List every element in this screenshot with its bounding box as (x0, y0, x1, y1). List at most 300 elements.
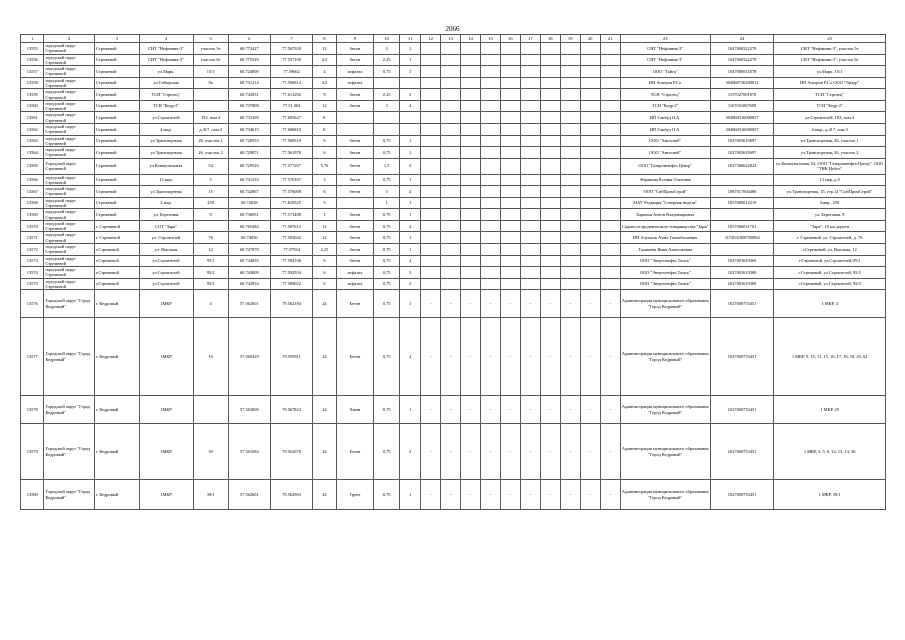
table-cell: СОТ "Заря" (139, 220, 193, 232)
table-row (21, 186, 886, 198)
table-cell (500, 209, 520, 221)
table-cell (540, 54, 560, 66)
table-cell: бетон (336, 147, 374, 159)
table-cell: 1 (400, 290, 421, 318)
header-cell: 15 (480, 35, 500, 43)
table-cell: 1 (374, 197, 400, 209)
table-cell: 13580 (21, 480, 44, 510)
table-cell: г. Кедровый (94, 318, 139, 396)
header-cell: 24 (710, 35, 773, 43)
table-cell (540, 66, 560, 78)
table-cell (540, 147, 560, 159)
table-cell: Администрация муниципального образования "Город Кедровый" (620, 424, 710, 480)
table-cell: 24 (313, 480, 336, 510)
table-cell (421, 209, 441, 221)
table-cell: 1027001619369 (710, 255, 773, 267)
table-cell: бетон (336, 255, 374, 267)
table-cell: городской округ Стрежевой (44, 135, 94, 147)
table-cell: 0,75 (374, 66, 400, 78)
table-cell: 77.606810 (270, 123, 312, 135)
table-cell (500, 123, 520, 135)
table-cell (500, 244, 520, 256)
table-cell: ООО "СибПромСтрой" (620, 186, 710, 198)
header-cell: 1 (21, 35, 44, 43)
table-cell: г. Стрежевой (94, 232, 139, 244)
table-cell (461, 54, 481, 66)
table-cell (336, 112, 374, 124)
table-cell: ул.Транспортная (139, 147, 193, 159)
table-cell: ИП Аскеров Р.Г.о (620, 77, 710, 89)
table-cell (480, 135, 500, 147)
table-cell: 0,75 (374, 209, 400, 221)
table-cell: 77.577267 (270, 158, 312, 174)
table-cell (540, 267, 560, 279)
table-cell: 79.562184 (270, 290, 312, 318)
table-cell: Талашева Инна Анатольевна (620, 244, 710, 256)
table-cell (461, 89, 481, 101)
table-cell: - (461, 318, 481, 396)
table-row (21, 209, 886, 221)
table-cell: 13562 (21, 123, 44, 135)
table-cell (520, 186, 540, 198)
table-cell: г.Стрежевой, ул. Высокая, 12 (774, 244, 886, 256)
table-cell: 3 (400, 89, 421, 101)
table-cell (540, 232, 560, 244)
table-cell (480, 89, 500, 101)
table-cell: 3 (374, 43, 400, 55)
table-cell (580, 147, 600, 159)
table-cell: 60.736951 (228, 209, 270, 221)
table-cell: - (421, 480, 441, 510)
table-cell: Бетон (336, 318, 374, 396)
table-cell (500, 77, 520, 89)
table-cell (580, 267, 600, 279)
table-cell: 77.59662 (270, 66, 312, 78)
table-cell: Стрежевой (94, 135, 139, 147)
table-cell: - (500, 396, 520, 424)
table-cell: г.Стрежевой, ул.Строителей, 95/2 (774, 267, 886, 279)
table-cell: Стрежевой (94, 158, 139, 174)
table-cell (580, 197, 600, 209)
table-cell: г. Кедровый (94, 290, 139, 318)
table-cell: ТСН "Стрелец" (139, 89, 193, 101)
table-cell: 15 (193, 186, 228, 198)
table-cell: ООО "Тайга" (620, 66, 710, 78)
table-cell (540, 278, 560, 290)
table-cell: 4 (193, 290, 228, 318)
table-cell (520, 100, 540, 112)
table-cell (480, 220, 500, 232)
table-cell (480, 112, 500, 124)
table-cell: городской округ Стрежевой (44, 278, 94, 290)
table-cell: Стрежевой (94, 100, 139, 112)
table-cell: Стрежевой (94, 54, 139, 66)
table-cell: Бетон (336, 424, 374, 480)
table-cell: - (441, 396, 461, 424)
table-cell (600, 158, 620, 174)
table-cell: городской округ Стрежевой (44, 100, 94, 112)
table-cell: 5 (313, 197, 336, 209)
table-cell (710, 244, 773, 256)
table-cell: Стрежевой (94, 112, 139, 124)
table-cell (421, 197, 441, 209)
table-cell (441, 66, 461, 78)
table-cell: бетон (336, 135, 374, 147)
table-cell: 77.57934 (270, 244, 312, 256)
table-cell: городской округ Стрежевой (44, 66, 94, 78)
table-cell (710, 174, 773, 186)
table-cell: - (461, 290, 481, 318)
table-cell: 15/1 (193, 66, 228, 78)
table-cell: ул.Транспортная (139, 135, 193, 147)
table-row (21, 220, 886, 232)
table-row (21, 174, 886, 186)
table-cell: городской округ Стрежевой (44, 77, 94, 89)
table-cell: 60.737808 (228, 100, 270, 112)
table-cell: 60.775529 (228, 54, 270, 66)
table-cell: Стрежевой (94, 147, 139, 159)
table-cell: бетон (336, 100, 374, 112)
table-cell: 1 (400, 147, 421, 159)
table-cell: 6 (313, 278, 336, 290)
table-cell: городской округ Стрежевой (44, 220, 94, 232)
table-cell (600, 123, 620, 135)
table-cell: СНТ "Нефтяник-3", участок 5т (774, 43, 886, 55)
table-cell: 1 (400, 197, 421, 209)
table-cell: Городской округ Стрежевой (44, 158, 94, 174)
table-cell: городской округ Стрежевой (44, 186, 94, 198)
table-cell: ул.Коммунальная (139, 158, 193, 174)
table-cell (441, 112, 461, 124)
table-cell (580, 43, 600, 55)
table-cell (560, 100, 580, 112)
header-cell: 23 (620, 35, 710, 43)
table-cell: городской округ Стрежевой (44, 123, 94, 135)
table-cell: 1027000753451 (710, 424, 773, 480)
table-cell: 0,75 (374, 396, 400, 424)
table-cell: 12 (313, 43, 336, 55)
table-cell: - (480, 396, 500, 424)
table-cell (461, 77, 481, 89)
table-cell: городской округ Стрежевой (44, 255, 94, 267)
table-cell: городской округ Стрежевой (44, 147, 94, 159)
table-cell (441, 147, 461, 159)
table-cell: 77.592536 (270, 255, 312, 267)
table-cell: ТСН "Стрелец" (774, 89, 886, 101)
table-cell (560, 209, 580, 221)
table-cell (520, 147, 540, 159)
table-cell: 13577 (21, 318, 44, 396)
table-cell: городской округ Стрежевой (44, 244, 94, 256)
table-cell (540, 174, 560, 186)
table-cell: г. Кедровый (94, 424, 139, 480)
table-cell: 24 (313, 318, 336, 396)
table-cell: - (461, 480, 481, 510)
table-cell: 13563 (21, 135, 44, 147)
table-cell (580, 100, 600, 112)
table-cell: - (540, 424, 560, 480)
table-cell: 60.741233 (228, 174, 270, 186)
table-cell: ООО "Автоснаб" (620, 147, 710, 159)
table-cell (540, 220, 560, 232)
table-cell (461, 66, 481, 78)
table-cell (600, 278, 620, 290)
table-cell: ул. Высокая (139, 244, 193, 256)
table-row (21, 232, 886, 244)
table-cell: бетон (336, 54, 374, 66)
table-cell (461, 278, 481, 290)
table-cell: ул.Транспортная (139, 186, 193, 198)
table-cell: - (421, 318, 441, 396)
table-cell: Бетон (336, 290, 374, 318)
table-cell (600, 43, 620, 55)
table-cell: 0,75 (374, 135, 400, 147)
table-cell: 1МКР (139, 290, 193, 318)
table-cell: 77.587612 (270, 220, 312, 232)
table-cell: - (480, 424, 500, 480)
table-cell (520, 209, 540, 221)
table-cell (480, 267, 500, 279)
table-cell: д.417, пом.3 (193, 123, 228, 135)
table-cell: - (480, 290, 500, 318)
table-cell (421, 89, 441, 101)
table-cell: ул.Марк. 15/1 (774, 66, 886, 78)
table-cell (580, 220, 600, 232)
table-cell (500, 100, 520, 112)
table-cell (480, 66, 500, 78)
table-cell (600, 255, 620, 267)
table-cell: Стрежевой (94, 77, 139, 89)
table-cell: 1 (400, 43, 421, 55)
table-cell: Стрежевой (94, 66, 139, 78)
table-cell: городской округ Стрежевой (44, 112, 94, 124)
table-cell (500, 135, 520, 147)
table-cell: Стрежевой (94, 197, 139, 209)
table-cell: 1027001619369 (710, 267, 773, 279)
table-cell: 0,75 (374, 267, 400, 279)
table-cell: - (441, 480, 461, 510)
table-cell (500, 174, 520, 186)
table-cell: 60.731214 (228, 77, 270, 89)
table-cell: 13555 (21, 43, 44, 55)
registry-table (20, 34, 886, 510)
table-cell: ул.Строителей (139, 267, 193, 279)
table-cell: 2 мкр. (139, 197, 193, 209)
table-cell: г.Стрежевой (94, 267, 139, 279)
table-cell: - (421, 290, 441, 318)
table-cell (600, 100, 620, 112)
table-cell (560, 66, 580, 78)
table-cell: - (520, 424, 540, 480)
table-cell (500, 278, 520, 290)
table-cell (441, 267, 461, 279)
table-cell: - (600, 424, 620, 480)
table-cell (560, 135, 580, 147)
table-cell (560, 147, 580, 159)
table-cell: Стрежевой (94, 123, 139, 135)
table-cell: городской округ Стрежевой (44, 197, 94, 209)
table-cell: г.Стрежевой (94, 255, 139, 267)
table-cell: 9 (193, 209, 228, 221)
table-cell (560, 186, 580, 198)
table-cell (540, 255, 560, 267)
table-row (21, 197, 886, 209)
table-cell: - (600, 480, 620, 510)
table-cell: г.Стрежевой, ул.Строителей, 95/3 (774, 278, 886, 290)
table-cell (400, 123, 421, 135)
table-cell: Администрация муниципального образования "Город Кедровый" (620, 290, 710, 318)
table-row (21, 480, 886, 510)
table-cell: г. Стрежевой (94, 220, 139, 232)
table-cell (520, 112, 540, 124)
table-cell: Городской округ "Город Кедровый" (44, 318, 94, 396)
table-cell (461, 186, 481, 198)
table-cell: 1027001619369 (710, 278, 773, 290)
table-cell (421, 100, 441, 112)
table-cell: ООО "Энергонефть Томск" (620, 267, 710, 279)
header-cell: 3 (94, 35, 139, 43)
table-cell (441, 89, 461, 101)
table-cell (600, 66, 620, 78)
table-cell: 60.729526 (228, 158, 270, 174)
table-cell: - (540, 290, 560, 318)
table-cell (540, 43, 560, 55)
table-cell (480, 244, 500, 256)
table-row (21, 89, 886, 101)
table-cell (580, 278, 600, 290)
table-cell (580, 209, 600, 221)
table-cell: г.Стрежевой (94, 278, 139, 290)
table-cell (421, 267, 441, 279)
header-cell: 8 (313, 35, 336, 43)
table-cell: городской округ Стрежевой (44, 232, 94, 244)
table-cell (441, 100, 461, 112)
table-cell: 0,75 (374, 424, 400, 480)
table-cell (580, 77, 600, 89)
table-cell: бетон (336, 186, 374, 198)
table-cell (421, 54, 441, 66)
table-cell (461, 232, 481, 244)
table-cell: - (480, 318, 500, 396)
table-cell (461, 158, 481, 174)
header-cell: 12 (421, 35, 441, 43)
table-cell (580, 89, 600, 101)
table-cell (580, 112, 600, 124)
table-cell: 1 (313, 209, 336, 221)
table-cell: 1027000753451 (710, 318, 773, 396)
table-cell: 57.561684 (228, 424, 270, 480)
table-cell (540, 186, 560, 198)
table-cell: ул.Коммунальная, 54, ООО "Газпромнефть-Центр", ООО "ТНК Нобел" (774, 158, 886, 174)
table-cell (500, 147, 520, 159)
table-cell (600, 77, 620, 89)
table-cell: - (520, 396, 540, 424)
header-cell: 7 (270, 35, 312, 43)
table-cell (580, 66, 600, 78)
table-cell: Городской округ "Город Кедровый" (44, 290, 94, 318)
table-cell: 1 (400, 232, 421, 244)
table-cell (560, 123, 580, 135)
table-cell: 0,75 (374, 174, 400, 186)
table-cell (500, 158, 520, 174)
table-cell: 95/3 (193, 278, 228, 290)
table-cell: 13557 (21, 66, 44, 78)
header-cell: 21 (600, 35, 620, 43)
table-cell (580, 174, 600, 186)
table-cell: - (540, 318, 560, 396)
table-cell: 13564 (21, 147, 44, 159)
table-cell: 26, участок 1 (193, 135, 228, 147)
table-cell (520, 255, 540, 267)
table-cell (520, 197, 540, 209)
table-cell: 12 (313, 232, 336, 244)
table-cell: ООО "Газпромнефть Центр" (620, 158, 710, 174)
table-cell: 77.51 063 (270, 100, 312, 112)
table-cell (480, 77, 500, 89)
table-cell: - (560, 424, 580, 480)
table-cell: ул.Транспортная, 15, стр.12 "СибПромСтрой" (774, 186, 886, 198)
table-cell: 0,75 (374, 290, 400, 318)
table-cell: - (520, 480, 540, 510)
table-cell (580, 54, 600, 66)
table-cell (520, 89, 540, 101)
table-cell (421, 244, 441, 256)
table-cell (480, 174, 500, 186)
table-cell: - (500, 318, 520, 396)
table-cell: 304860316000057 (710, 123, 773, 135)
table-cell: участок 6т (193, 54, 228, 66)
table-cell: 57.562601 (228, 480, 270, 510)
table-cell (336, 123, 374, 135)
table-cell: 1027000753451 (710, 480, 773, 510)
table-cell (710, 209, 773, 221)
table-cell: Стрежевой (94, 186, 139, 198)
table-cell: городской округ Стрежевой (44, 209, 94, 221)
table-cell: 12 (313, 220, 336, 232)
table-cell: 8а (193, 77, 228, 89)
table-cell (461, 220, 481, 232)
table-cell: 13568 (21, 197, 44, 209)
table-cell (441, 174, 461, 186)
table-cell: ул.Сибирская (139, 77, 193, 89)
table-cell (560, 197, 580, 209)
table-cell: 13570 (21, 220, 44, 232)
table-cell: асфальт (336, 278, 374, 290)
header-cell: 2 (44, 35, 94, 43)
table-row (21, 66, 886, 78)
table-cell (193, 100, 228, 112)
table-row (21, 100, 886, 112)
table-cell (600, 186, 620, 198)
table-cell: 77.592554 (270, 267, 312, 279)
table-cell: ИП Аскеров Р.Г.о ООО "Лидер" (774, 77, 886, 89)
table-cell: 0,75 (374, 147, 400, 159)
table-cell: 57.563000 (228, 396, 270, 424)
table-cell: 77.573488 (270, 209, 312, 221)
table-cell: Хмин (336, 396, 374, 424)
table-cell (421, 77, 441, 89)
table-cell: г.Стрежевой, ул.Строителей,95/1 (774, 255, 886, 267)
table-cell: - (461, 396, 481, 424)
table-cell (441, 220, 461, 232)
table-cell (580, 123, 600, 135)
table-cell: 6 (313, 255, 336, 267)
table-row (21, 278, 886, 290)
table-cell: ТСН "Стрелец" (620, 89, 710, 101)
table-cell: 6 (313, 135, 336, 147)
table-cell (480, 209, 500, 221)
table-cell: 77.589022 (270, 278, 312, 290)
